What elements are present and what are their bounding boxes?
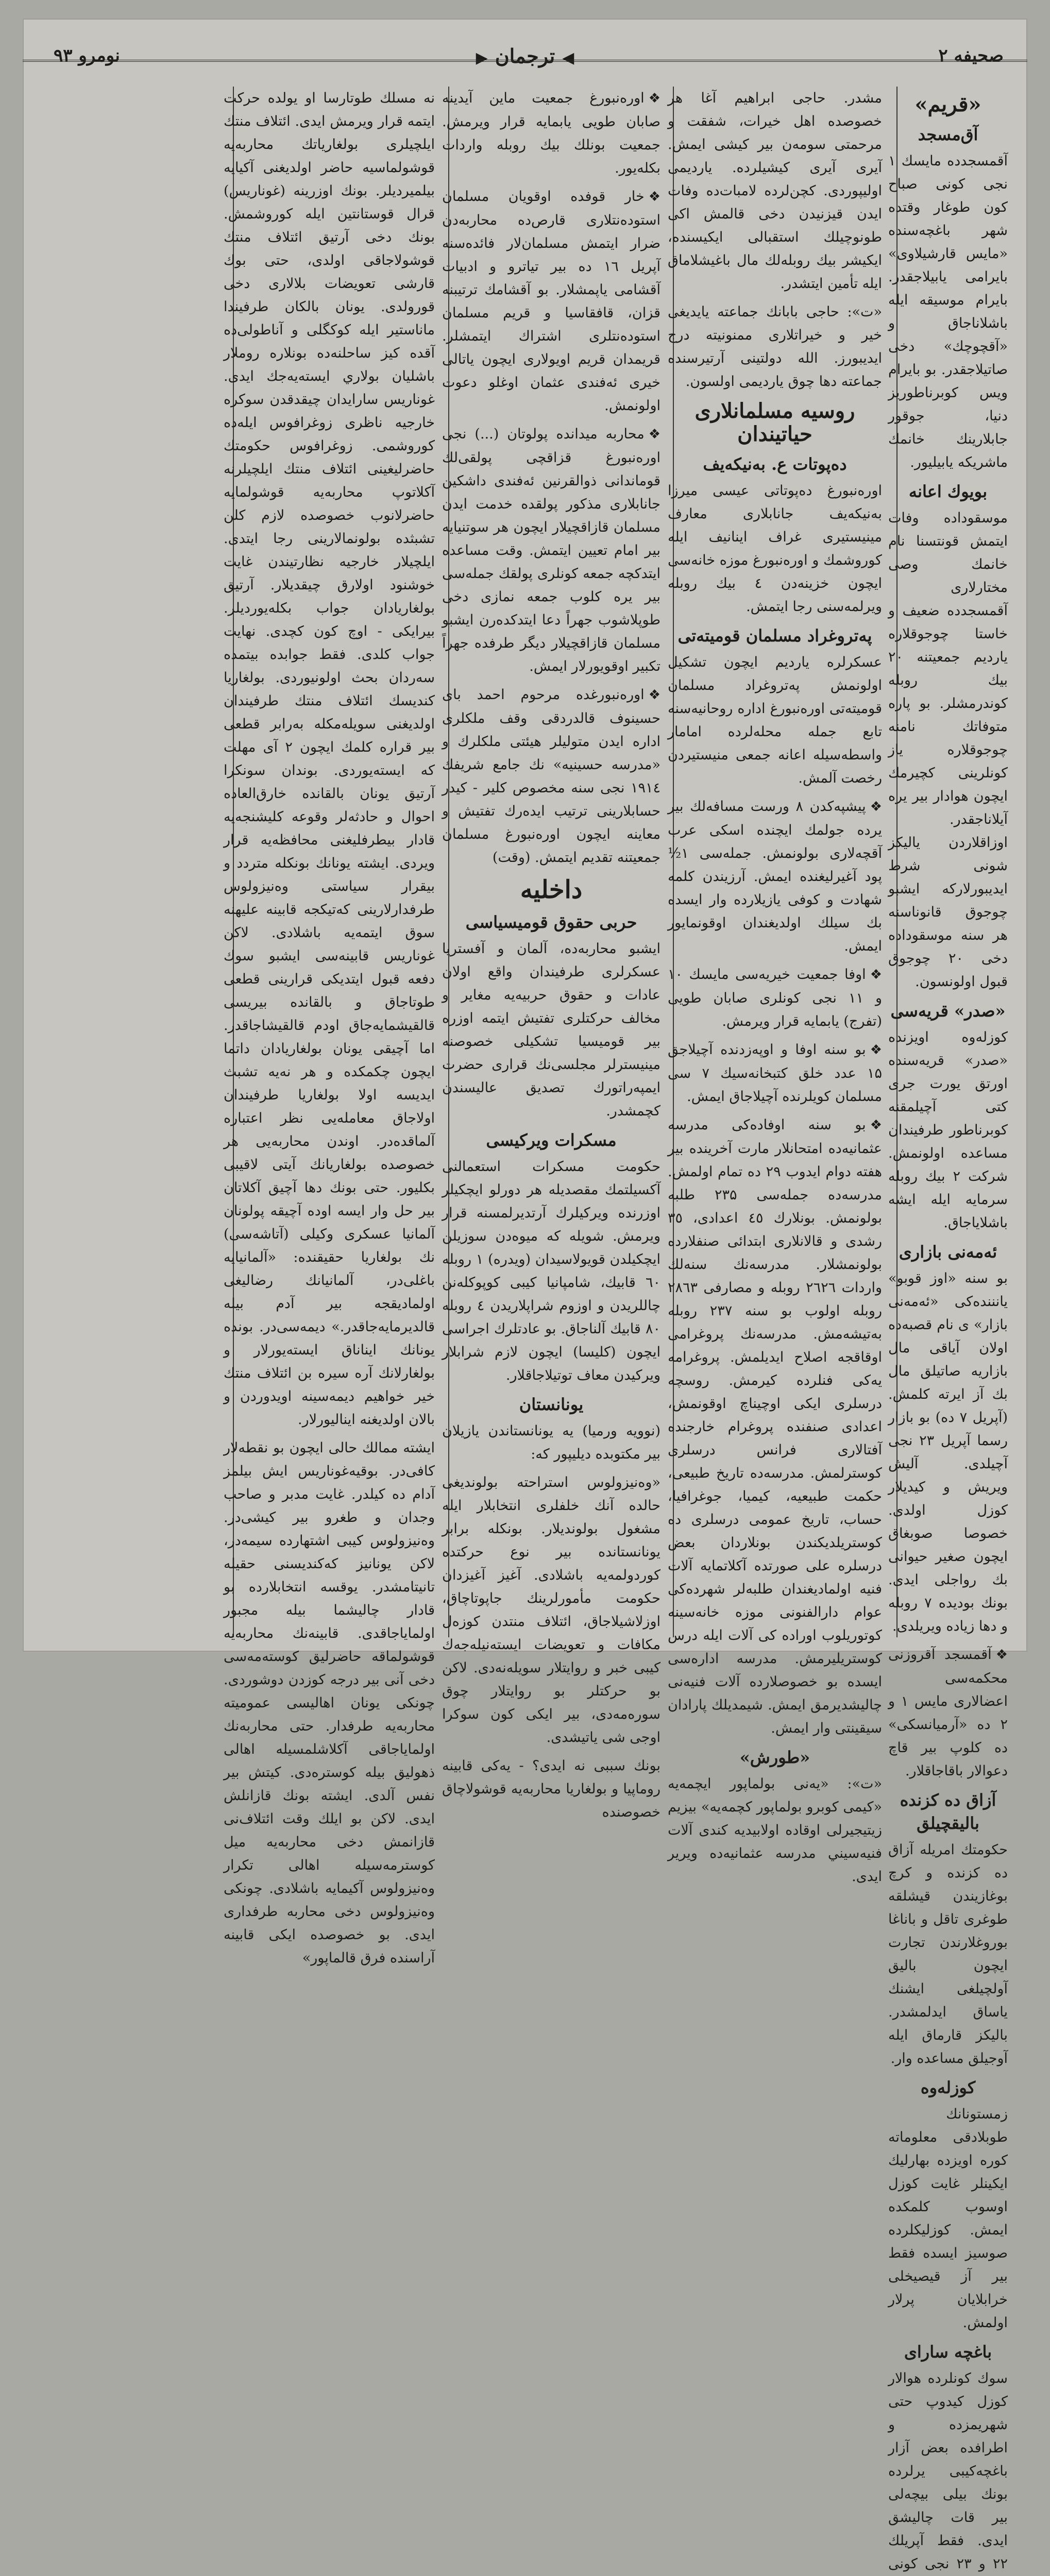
article-text xyxy=(442,422,661,678)
article-text: بونك سببى نه ايدى؟ - يه‌كى قابينه روماپيا و بولغاريا محاربه‌يه قوشولاچاق خصوصنده xyxy=(442,1758,661,1820)
section-heading: روسيه مسلمانلارى حياتيندان xyxy=(695,399,855,446)
article-heading: بويوك اعانه xyxy=(908,482,988,501)
article-heading: پەتروغراد مسلمان قوميته‌تى xyxy=(678,626,872,646)
article-text: «وەنيزولوس استراحته بولونديغى حالده آنك خلفلرى انتخابلار ايله مشغول بولونديلار. بونكله برابر يونانستانده بير نوع حركتده كوردولمه‌يه باشلادى. آغيز آغيزدان حكومت مأمورلرينك جاپوتاچاق، اوزلاشيلاجاق، ائتلاف منتدن كوزەل مكافات و تعويضات ايستەنيله‌جه‌ك كيبى خبر و روايتلار سويله‌نەدى. لاكن بو حركتلر بو روايتلار چوق سوره‌مەدى، بير ايكى كون سوكرا اوجى شى ياتيشدى. xyxy=(442,1475,661,1745)
ornament-icon: ❖ xyxy=(648,91,661,106)
section-heading: داخليه xyxy=(520,875,583,904)
article-text-body: اوفا جمعيت خيريه‌سى مايسك ۱۰ و ۱۱ نجى كونلرى صابان طويى (تفرج) يابمايه قرار ويرمش. xyxy=(668,967,882,1029)
article-text: حكومتك امريله آزاق ده كزنده و كرچ بوغازيندن قيشلقه طوغرى تاقل و باناغا بوروغلارندن تجارت ايچون باليق آولچيلغى ايشنك ياساق ايدلمشدر. باليكز قارماق ايله آوجيلق مساعده وار. xyxy=(888,1842,1008,2066)
article-heading: حربى حقوق قوميسياسى xyxy=(465,912,637,932)
ornament-icon: ❖ xyxy=(648,189,661,205)
article-text-body: محاربه ميدانده پولوتان (...) نجى اورەنبورغ قزاقچى پولقى‌لك قوماندانى ذوالقرنين ئه‌فندى داشكين جانابلارى مذكور پولقده خدمت ايدن مسلمان قازاقچيلار ايچون هر سوتنيايه بير امام تعيين ايتمش. وقت مساعده ايتدكچه جمعه كونلرى پولقك جملەسى بير يره كلوب جمعه نمازى دخى طوپلاشوب جهراً دعا ايتدكده‌رن ايشبو مسلمان قازاقچيلار ديگر طرفده جهراً تكبير اوقويورلار ايمش. xyxy=(442,426,661,674)
article-text: ايشته ممالك حالى ايچون بو نقطەلار كافى‌در. بوقيه‌غوناريس ايش بيلمز آدام ده كيلدر. غايت مدبر و صاحب وجدان و طغرو بير كيشى‌در. وەنيزولوس كيبى اشتهارده سيمه‌در، لاكن يونانيز كەكنديسنى حقيله تانيتامشدر. يوقسه انتخابلارده بو قادار چاليشما بيله مجبور اولماياجاقدى. قابينه‌نك محاربه‌يه قوشولماقه حاضرليق كوسته‌مەسى دخى آنى بير درجه كوزدن دوشوردى. چونكى يونان اهالیسى عموميته محاربه‌يه طرفدار. حتى محاربه‌نك اولماياجاقى آكلاشلمسيله اهالى ذهوليق بيله كوسترەدى. كيتش بير نفس آلدى. ايشته بونك قازانلش ايدى. لاكن بو ايلك وقت ائتلاف‌نى قازانمش دخى محاربه‌يه ميل كوسترمه‌سيله اهالى تكرار وەنيزولوس آكيمايه باشلادى. چونكى وەنيزولوس دخى محاربه طرفدارى ايدى. بو خصوصده ايكى قابينه آراسنده فرق قالماپور» xyxy=(224,1440,435,1966)
article-text: عسكرلره يارديم ايچون تشكيل اولونمش پەتروغراد مسلمان قوميته‌تى اورەنبورغ ادارە روحانيه‌سنه تابع جمله محله‌لرده امامار واسطه‌سيله اعانه جمعى منيستيردن رخصت آلمش. xyxy=(668,654,882,786)
ornament-icon: ❖ xyxy=(648,687,661,703)
article-heading: دەپوتات ع. بەنيكەيف xyxy=(703,454,847,474)
column-margin xyxy=(47,87,215,1632)
article-heading: باغچه ساراى xyxy=(904,2342,992,2362)
article-text-body: اورەنبورغده مرحوم احمد باى حسينوف قالدردقى وقف ملكلرى ادارە ايدن متوليلر هيئتى ملكلرك و «مدرسه حسينيه» نك جامع شريفك ١٩١٤ نجى سنه مخصوص كلير - كيدر حسابلارينى ترتيب ايده‌رك تفتيش و معاينه ايچون اورەنبورغ مسلمان جمعيتنه تقديم ايتمش. (وقت) xyxy=(442,687,661,866)
ornament-icon: ❖ xyxy=(870,799,882,815)
article-heading: كوزله‌وه xyxy=(920,2078,976,2097)
article-heading: آق‌مسجد xyxy=(918,125,978,144)
article-text: موسقوداده وفات ايتمش قونتسنا نام خانمك وصى مختارلارى آقمسجدده ضعيف و خاستا چوجوقلاره يارديم جمعيتنه ۲۰ بيك روبله كوندرمشلر. بو پاره متوفاتك نامنه چوجوقلاره ياز كونلرينى كچيرمك ايچون هوادار بير يره آيلاناجقدر. اوزاقلاردن ياليكز شونى شرط ايديبورلاركه ايشبو چوجوق قانوناسنه هر سنه موسقوداده دخى ۲۰ چوجوق قبول اولونسون. xyxy=(888,510,1008,990)
article-heading: آزاق ده كزنده باليقچيلق xyxy=(900,1790,996,1833)
article-heading: «صدر» قريه‌سى xyxy=(890,1001,1006,1021)
article-text xyxy=(442,87,661,180)
ornament-icon: ❖ xyxy=(995,1647,1008,1663)
arrow-right-icon: ▶ xyxy=(476,49,488,67)
article-text: زمستونانك طوبلادقى معلوماته كوره اويزده بهارليك ايكينلر غايت كوزل اوسوب كلمكده ايمش. كوزليكلرده صوسيز ايسده فقط بير آز قيصيخلى خرابلايان پرلار اولمش. xyxy=(888,2106,1008,2331)
article-text-body: اورەنبورغ جمعيت ماين آيدينه صابان طويى يابمايه قرار ويرمش. جمعيت بونلك بيك روبله واردات بكله‌يور. xyxy=(442,90,661,176)
article-heading: مسكرات ويركيسى xyxy=(486,1130,617,1150)
article-text: حكومت مسكرات استعمالنى آكسيلتمك مقصديله هر دورلو ايچكيلر اوزرنده ويركيلرك آرتديرلمسنه قرار ويرمش. شويله كه ميوه‌دن سوزيلن ايچكيلدن قويولاسيدان (ويدره) ۱ روبله ٦٠ قابيك، شامپانيا كيبى كوپوكله‌نن چاللريدن و اوزوم شراپلاريدن ٤ روبله ٨٠ قابيك آلناجاق. بو عادتلرك اجراسى ايچون (كليسا) ايچون لازم شرابلار ويركيدن معاف توتيلاجاقلار. xyxy=(442,1159,661,1383)
article-text: نه مسلك طوتارسا او يولده حركت ايتمه قرار ويرمش ايدى. ائتلاف منتك ايلچيلرى بولغارياتك محاربه‌يه قوشولماسيه حاضر اولديغنى آكيايه بيلميرديلر. بونك اوزرينه (غوناريس) قرال قوستانتين ايله كوروشمش. بونك دخى آرتيق ائتلاف منتك قوشولاجاقى اولدى، حتى بوك قارشى تعويضات بلالارى دخى قورولدى. يونان بالكان طرفيندا ماناستير ايله كوكگلى و آناطولى‌ده آقده كيز ساحلنه‌ده بونلاره روملار باشليان بولاري ايسته‌يه‌جك ايدى. غوناريس سارايدان چيقدقدن سوكره خارجيه ناظرى زوغرافوس ايله‌ده كوروشمى. زوغرافوس حكومتك حاضرليغينى ائتلاف منتك ايلچيلرنه آكلاتوپ محاربه‌يه قوشولما‌يه حاضرلانوب خصوصده لازم كلن تشبثده بولونمالارينى رجا ايتدى. ايلچيلار خارجيه نظارتيندن غايت خوشنود اولارق چيقديلار. آرتيق بولغاريادان جواب بكله‌يورديلر. بيرايكى - اوچ كون كچدى. نهايت جواب كلدى. فقط جوابده بيتمده سەردان بحث اولونيوردى. بولغاريا كنديسك ائتلاف منتك طرفيندان اولديغنى سويلەمكله بەرابر قطعى بير قراره كلمك ايچون ۲ آى مهلت كه ايسته‌يوردى. بوندان سونكرا آرتيق يونان بالقانده خارق‌العاده احوال و حادثه‌لر وقوعه كليشنجه‌يه قادار بيطرفليغنى محافظه‌يه قرار ويردى. ايشته يونانك بونكله متردد و بيقرار سياستى وەنيزولوس طرفدارلارينى كەتيكجه قابينه عليهنه سوق ايتمه‌يه باشلادى. لاكن غوناريس قابينه‌سى ايشبو سوك دفعه قبول ايتديكى قرارينى قطعى طوتاجاق و بالقانده بيريسى قالقيشمايه‌جاق اودم قالقيشاجاقدر. اما آچيقى يونان بولغاريادان داتما ايچون چكمكده و هر نەيه تشبث ايديسه اولا بولغاريا طرفيندان اولاجاق معامله‌يى نظر اعتباره آلماقده‌در. اوندن محاربه‌يى هر خصوصده بولغاريانك آيتى لاقيبى بكليور. حتى بونك دها آچيق آكلاتان بير حل وار ايسه اوده آچيقه پولونان آلمانيا عسكرى وكيلى (آتاشه‌سى) نك بولغاريا حقيقنده: «آلمانيا‌يه باغلى‌در، آلمانيانك رضاليغى اولماديقجه بير آدم بيله قالديرمايه‌جاقدر.» ديمه‌سى‌در. بوندە يونانك ايناناق ايسته‌يورلار و بولغارلانك آره سيره بن ائتلاف منتك خير خواهيم ديمه‌سينه اويدوردن و بالان اولديغنه ايناليورلار. xyxy=(224,90,435,1428)
ornament-icon: ❖ xyxy=(870,1117,882,1133)
article-text-body: آقمسجد آقروزنى محكمه‌سى اعضالارى مايس ۱ و ۲ ده «آرميانسكى» ده كلوپ بير قاچ دعوالار باقاجاقلار. xyxy=(888,1647,1008,1779)
article-text: ايشبو محاربه‌ده، آلمان و آفستريا عسكرلرى طرفيندان واقع اولان عادات و حقوق حربيه‌يه مغاير و مخالف حركتلرى تفتيش ايتمه اوزره بير قوميسيا تشكيلى خصوصنه مينيسترلر مجلسى‌نك قرارى حضرت ايمپەراتورك تصديق عاليسندن كچمشدر. xyxy=(442,941,661,1119)
column-russia-muslims xyxy=(668,87,883,1885)
article-text-body: بو سنه اوفاده‌كى مدرسه عثمانيه‌ده امتحانلار مارت آخرينده بير هفته دوام ايدوب ۲۹ ده تمام اولمش. مدرسه‌ده جمله‌سى ۲۳۵ طلبه بولونمش. بونلارك ٤٥ اعدادى، ۳٥ رشدى و قالانلارى ابتدائى صنفلارده بولونمشلار. مدرسه‌نك سنه‌لك واردات ٢٦٢٦ روبله و مصارفى ٢٨٦٣ روبله اولوب بو سنه ٢٣٧ روبله بەتيشه‌مش. مدرسه‌نك پروغرامى اوقاقجه اصلاح ايديلمش. پروغرامه يه‌كى فنلرده كيرمش. روسچه درسلرى ايكى اوچيناچ اوقونمش، اعدادى صنفنده پروغرام خارجنده آفتالارى فرانس درسلرى كوسترلمش. مدرسه‌ده تاريخ طبيعى، حكمت طبيعيه، كيميا، جوغرافيا، حساب، تاريخ عمومى درسلرى ده كوستريلديكندن بونلاردان بعض درسلره على صورتده آكلاتمايه آلات فنيه اولماديغندان طلبه‌لر شهرده‌كى عوام دارالفنونى موزه خانه‌سينه كوتوريلوب اوراده كى آلات ايله درس كوستريليرمش. مدرسه ادارەسى ايسده بو خصوصلارده آلات فنيه‌نى چاليشديرمق ايمش. شيمديلك پارادان سيقينتى وار ايمش. xyxy=(668,1117,883,1736)
article-text: كوزله‌وه اويزنده «صدر» قريه‌سنده اورتق يورت جرى كتى آچيلمقنه كوبرناطور طرفيندان مساعده اولونمش. شركت ۲ بيك روبله سرمايه ايله ايشه باشلاياجاق. xyxy=(888,1029,1008,1231)
article-heading: «طورش» xyxy=(739,1748,810,1767)
article-heading: يونانستان xyxy=(519,1395,584,1414)
title-text: ترجمان xyxy=(495,44,555,67)
ornament-icon: ❖ xyxy=(648,427,661,442)
column-crimea xyxy=(888,87,1008,2572)
article-text xyxy=(668,963,882,1033)
article-text xyxy=(668,795,882,958)
arrow-left-icon: ◀ xyxy=(562,49,574,67)
article-text-body: پيشپەكدن ۸ ورست مسافه‌لك بير يرده جولمك ايچنده اسكى عرب آقچه‌لارى بولونمش. جمله‌سى ۱½ پود آغيرليغنده ايمش. آرزيندن كلمه شهادت و كوفى يازيلارده وار ايسده بك سيلك اولديغندان اوقونمايور ايمش. xyxy=(668,799,882,954)
article-text: بو سنه «اوز قوبو» يانننده‌كى «ئه‌مه‌نى بازار» ى نام قصبه‌ده اولان آياقى مال بازاريه صاتيلق مال بك آز ايرته كلمش. (آپريل ۷ ده) بو بازار رسما آپريل ۲۳ نجى آچيلدى. آليش ويريش و كيديلار كوزل اولدى. خصوصا صوبغاق ايچون صغير حيوانى بك رواجلى ايدى. بونك بوديده ۷ روبله و دها زياده ويريلدى. xyxy=(888,1270,1008,1634)
article-text: سوك كونلرده هوالار كوزل كيدوپ حتى شهريمزده و اطرافده بعض آزار باغچه‌كيبى يرلرده بونك بيلى بيچه‌لى بير قات چاليشق ايدى. فقط آپريلك ۲۲ و ۲۳ نجى كونى xyxy=(888,2370,1008,2572)
article-text xyxy=(888,1643,1008,1783)
ornament-icon: ❖ xyxy=(870,1042,882,1058)
article-text xyxy=(668,1113,882,1740)
article-text: آقمسجدده مايسك ۱ نجى كونى صباح كون طوغار وقتده شهر باغچه‌سنده «مايس قارشيلاوى» بايرامى يابيلاجقدر. بايرام موسيقه ايله باشلاناجاق و «آقچوچك» دخى صاتيلاجقدر. بو بايرام ويس كوبرناطوريز دنيا، جوقور جابلارينك خانمك ماشريكه يابيليور. xyxy=(888,153,1008,470)
ornament-icon: ❖ xyxy=(870,967,882,982)
article-text xyxy=(442,683,661,869)
article-text: (نوويه ورميا) يه يونانستاندن يازيلان بير مكتوبده ديليپور كه: xyxy=(442,1423,661,1462)
article-text: اورەنبورغ دەپوتاتى عيسى ميرزا بەنيكەيف جانابلارى معارف مينيستيرى غراف اينانيف ايله كوروشمك و اورەنبورغ موزه خانه‌سى ايچون خزينه‌دن ٤ بيك روبله ويرلمه‌سنى رجا ايتمش. xyxy=(668,483,883,615)
section-heading: «قريم» xyxy=(914,92,981,116)
article-heading: ئه‌مه‌نى بازارى xyxy=(899,1242,997,1262)
article-text: «ت»: «يەنى بولماپور ايچمه‌يه «كيمى كوبرو بولماپور كچمه‌يه» بيزيم زيتيجيرلى اوقاده اولابيديه كندى آلات فنيه‌سيني مدرسه عثمانيه‌ده ويرير ايدى. xyxy=(668,1776,882,1885)
article-text xyxy=(668,1038,882,1108)
column-domestic xyxy=(442,87,661,1820)
article-text: مشدر. حاجى ابراهيم آغا هر خصوصده اهل خيرات، شفقت و مرحمتى سومه‌ن بير كيشى ايمش. آيرى آيرى كيشيلرده. يارديمى اوليپوردى. كچن‌لرده لامبات‌ده وفات ايدن قيزنيدن دخى قالمش اكى طونوچيلك استقبالى ايكيسنده، ايكيشر بيك روبله‌لك مال باغيشلاماق ايله تأمين ايتشدر. xyxy=(668,90,882,292)
column-greece-continued xyxy=(224,87,435,1966)
issue-number: نومرو ۹۳ xyxy=(54,45,120,66)
article-text-body: خار قوفده اوقويان مسلمان استوده‌نتلارى قارص‌ده محاربه‌دن ضرار ايتمش مسلمان‌لار فائده‌سنه آپريل ١٦ ده بير تياترو و ادبيات آقشامى ياپمشلار. بو آقشامك ترتيبنه قزان، قافقاسيا و قريم مسلمان استوده‌نتلرى اشتراك ايتمشلر. قريمدان قريم اويولارى ايچون ياتالى خيرى ئه‌فندى عثمان اوغلو دعوت اولونمش. xyxy=(442,189,661,414)
columns xyxy=(23,19,1027,2572)
article-text-body: بو سنه اوفا و اوپەزدنده آچيلاجق ۱۵ عدد خلق كتبخانه‌سيك ۷ سى مسلمان كويلرنده آچيلاجاق ايمش. xyxy=(668,1042,882,1105)
article-text xyxy=(442,185,661,417)
page-number: صحيفه ۲ xyxy=(938,45,1004,66)
article-text: «ت»: حاجى بابانك جماعته يايديغى خير و خيراتلارى ممنونيته درج ايديبورز. الله دولتينى آرتيرسنده جماعته دها چوق يارديمى اولسون. xyxy=(668,304,882,389)
